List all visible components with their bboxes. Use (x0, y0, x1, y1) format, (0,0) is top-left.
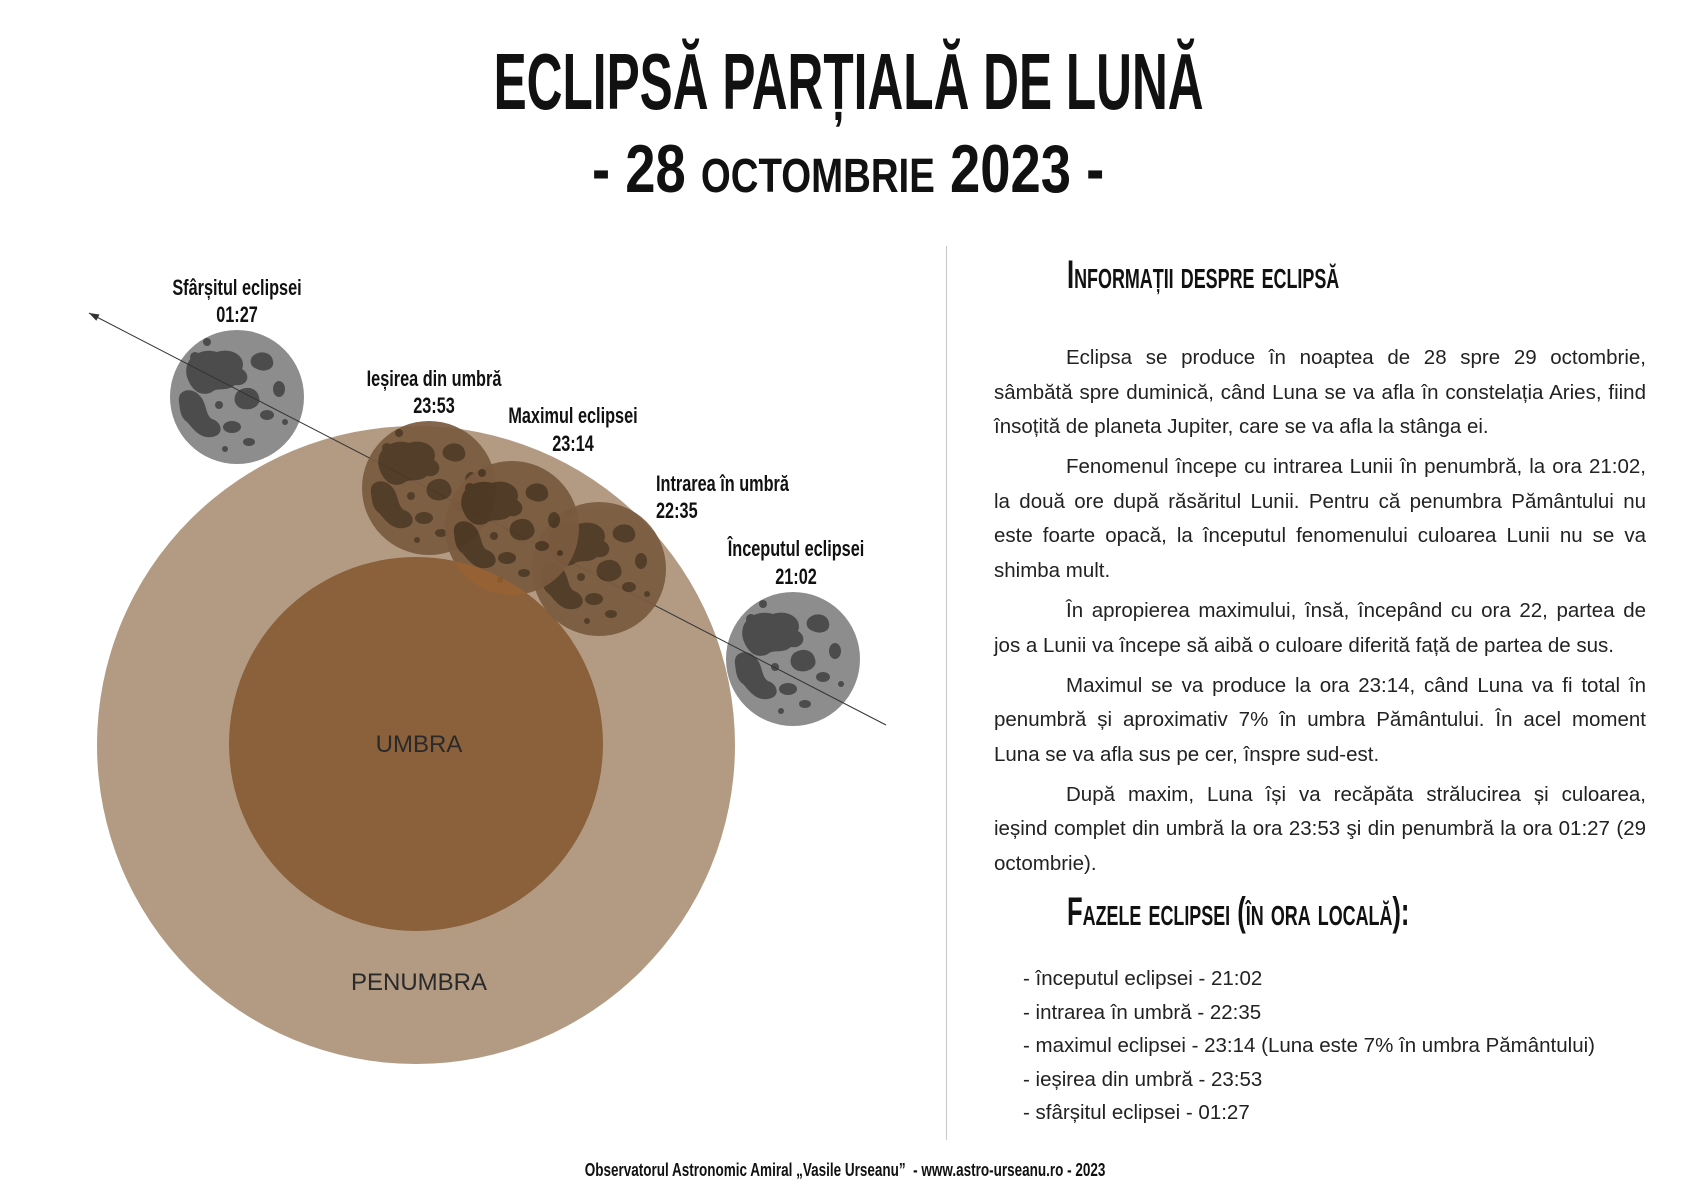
info-heading (994, 253, 1646, 297)
title-line-2: - 28 octombrie 2023 - (592, 130, 1105, 207)
footer (0, 1158, 1685, 1184)
label-exit-umbra-name: Ieșirea din umbră (366, 366, 502, 392)
list-item: - ieșirea din umbră - 23:53 (1023, 1067, 1263, 1091)
list-item: - sfârșitul eclipsei - 01:27 (1023, 1101, 1250, 1125)
label-maximum-time: 23:14 (552, 431, 594, 457)
penumbra-label: PENUMBRA (350, 969, 488, 996)
title-line-1: ECLIPSĂ PARȚIALĂ DE LUNĂ (493, 37, 1204, 126)
label-enter-umbra-time: 22:35 (656, 498, 698, 524)
list-item: - maximul eclipsei - 23:14 (Luna este 7% în umbra Pământului) (1023, 1034, 1595, 1058)
info-paragraph: Fenomenul începe cu intrarea Lunii în penumbră, la ora 21:02, la două ore după răsăritul Lunii. Pentru că penumbra Pământului nu este foarte opacă, la începutul fenomenului culoarea Lunii nu se va shimba mult. (994, 455, 1646, 582)
info-paragraphs (994, 341, 1646, 881)
moon-eclipse-start (726, 592, 860, 726)
list-item: - intrarea în umbră - 22:35 (1023, 1000, 1262, 1024)
column-divider (946, 246, 947, 1140)
phases-heading (994, 890, 1646, 934)
info-paragraph: După maxim, Luna își va recăpăta strălucirea și culoarea, ieșind complet din umbră la ora 23:53 şi din penumbră la ora 01:27 (29 octombrie). (994, 782, 1646, 875)
umbra-label: UMBRA (375, 731, 463, 758)
label-end-name: Sfârșitul eclipsei (172, 275, 302, 301)
label-enter-umbra-name: Intrarea în umbră (656, 471, 789, 497)
label-exit-umbra-time: 23:53 (413, 393, 455, 419)
moon-eclipse-end (170, 330, 304, 464)
label-maximum-name: Maximul eclipsei (508, 403, 638, 429)
phases-list (994, 962, 1646, 1130)
info-heading-text: Informații despre eclipsă (1067, 253, 1340, 297)
info-paragraph: Eclipsa se produce în noaptea de 28 spre 29 octombrie, sâmbătă spre duminică, când Luna se va afla în constelația Aries, fiind însoțită de planeta Jupiter, care se va afla la stânga ei. (994, 346, 1646, 439)
label-start-time: 21:02 (775, 564, 817, 590)
moon-path-arrow-head (89, 313, 100, 321)
footer-credit: Observatorul Astronomic Amiral „Vasile Urseanu” - www.astro-urseanu.ro - 2023 (585, 1160, 1106, 1180)
list-item: - începutul eclipsei - 21:02 (1023, 967, 1263, 991)
phases-heading-text: Fazele eclipsei (în ora locală): (1067, 890, 1410, 935)
label-start-name: Începutul eclipsei (727, 536, 865, 562)
info-paragraph: Maximul se va produce la ora 23:14, când Luna va fi total în penumbră și aproximativ 7% în umbra Pământului. În acel moment Luna se va afla sus pe cer, înspre sud-est. (994, 673, 1646, 766)
label-end-time: 01:27 (216, 302, 258, 328)
info-column (994, 253, 1646, 1130)
info-paragraph: În apropierea maximului, însă, începând cu ora 22, partea de jos a Lunii va începe să aibă o culoare diferită față de partea de sus. (994, 598, 1646, 657)
